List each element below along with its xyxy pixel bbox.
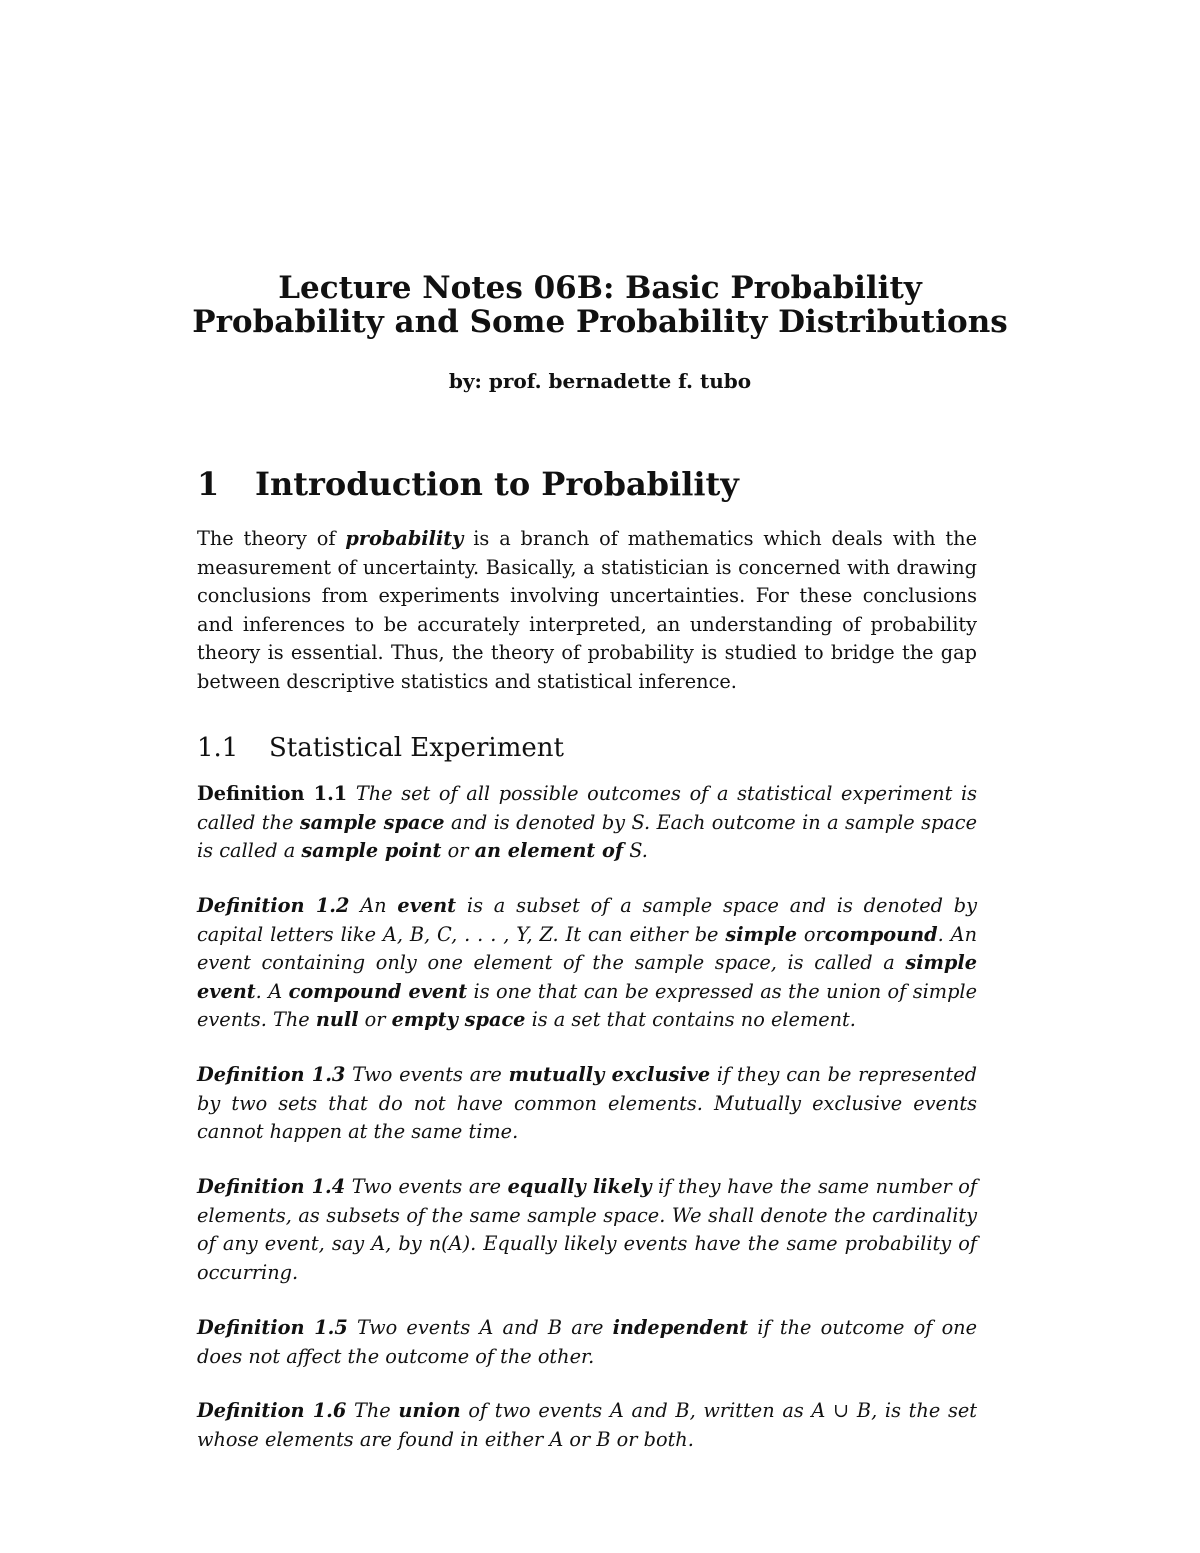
text: if they can be represented by two sets that do not have common elements. Mutually exclusive events cannot happen at the same time. (197, 1063, 978, 1144)
text: if they have the same number of elements, as subsets of the same sample space. We shall denote the cardinality of any event, say A, by n(A). Equally likely events have the same probability of occurring. (197, 1175, 977, 1284)
text: An (349, 894, 398, 917)
definition-label: Definition 1.5 (197, 1316, 348, 1339)
definition-1-2 (197, 892, 977, 1035)
definition-1-1 (197, 780, 977, 866)
section-1-1-heading (197, 731, 564, 765)
text: . A (255, 979, 289, 1003)
definition-label: Definition 1.1 (197, 782, 348, 805)
term: empty space (391, 1008, 526, 1032)
text: of two events A and B, written as A ∪ B, is the set whose elements are found in either A or B or both. (197, 1399, 977, 1451)
term: independent (612, 1316, 749, 1339)
term: mutually exclusive (508, 1063, 711, 1086)
definition-1-4 (197, 1173, 977, 1287)
author-line: by: prof. bernadette f. tubo (448, 369, 752, 393)
term: null (315, 1008, 359, 1032)
subsection-title: Statistical Experiment (269, 733, 564, 763)
term: event (397, 894, 457, 917)
text: Two events are (345, 1063, 509, 1086)
term: simple event (197, 951, 977, 1003)
definition-label: Definition 1.4 (197, 1175, 346, 1198)
section-1-heading (197, 464, 739, 504)
section-number: 1 (197, 465, 220, 503)
term-probability: probability (345, 527, 464, 550)
text: The theory of (197, 527, 346, 550)
definition-label: Definition 1.2 (197, 894, 350, 917)
text: The (346, 1399, 399, 1422)
definition-label: Definition 1.3 (197, 1063, 346, 1086)
section-title: Introduction to Probability (255, 465, 739, 503)
document-title-line-2: Probability and Some Probability Distributions (192, 304, 1008, 340)
text: or (358, 1008, 392, 1032)
intro-paragraph (197, 525, 977, 697)
text: Two events are (345, 1175, 508, 1198)
text: or (441, 839, 475, 863)
term: compound event (288, 979, 468, 1003)
text: The set of all possible outcomes of a statistical experiment is called the (197, 782, 978, 834)
document-title-line-1: Lecture Notes 06B: Basic Probability (278, 270, 922, 306)
term: compound (824, 922, 938, 946)
term: simple (725, 922, 798, 946)
definition-1-5 (197, 1314, 977, 1371)
text: and is denoted by S. Each outcome in a sample space is called a (197, 810, 978, 863)
term: sample point (301, 839, 442, 863)
subsection-number: 1.1 (197, 733, 239, 763)
term: an element of (474, 839, 624, 863)
text: S. (623, 839, 648, 863)
definition-label: Definition 1.6 (197, 1399, 347, 1422)
term: union (398, 1399, 461, 1422)
text: is a set that contains no element. (525, 1008, 856, 1032)
text: is one that can be expressed as the union of simple events. The (197, 979, 977, 1032)
term: sample space (299, 810, 445, 834)
text: Two events A and B are (347, 1316, 613, 1339)
term: equally likely (507, 1175, 652, 1198)
definition-1-3 (197, 1061, 977, 1147)
definition-1-6 (197, 1397, 977, 1454)
text: . An event containing only one element of the sample space, is called a (197, 922, 977, 975)
text: if the outcome of one does not affect the outcome of the other. (197, 1316, 978, 1368)
text: is a branch of mathematics which deals with the measurement of uncertainty. Basically, a statistician is concerned with drawing conclusions from experiments involving uncertainties. For these conclusions and inferences to be accurately interpreted, an understanding of probability theory is essential. Thus, the theory of probability is studied to bridge the gap between descriptive statistics and statistical inference. (197, 527, 977, 693)
text: or (797, 922, 825, 946)
text: is a subset of a sample space and is denoted by capital letters like A, B, C, . . . , Y, Z. It can either be (197, 894, 978, 946)
